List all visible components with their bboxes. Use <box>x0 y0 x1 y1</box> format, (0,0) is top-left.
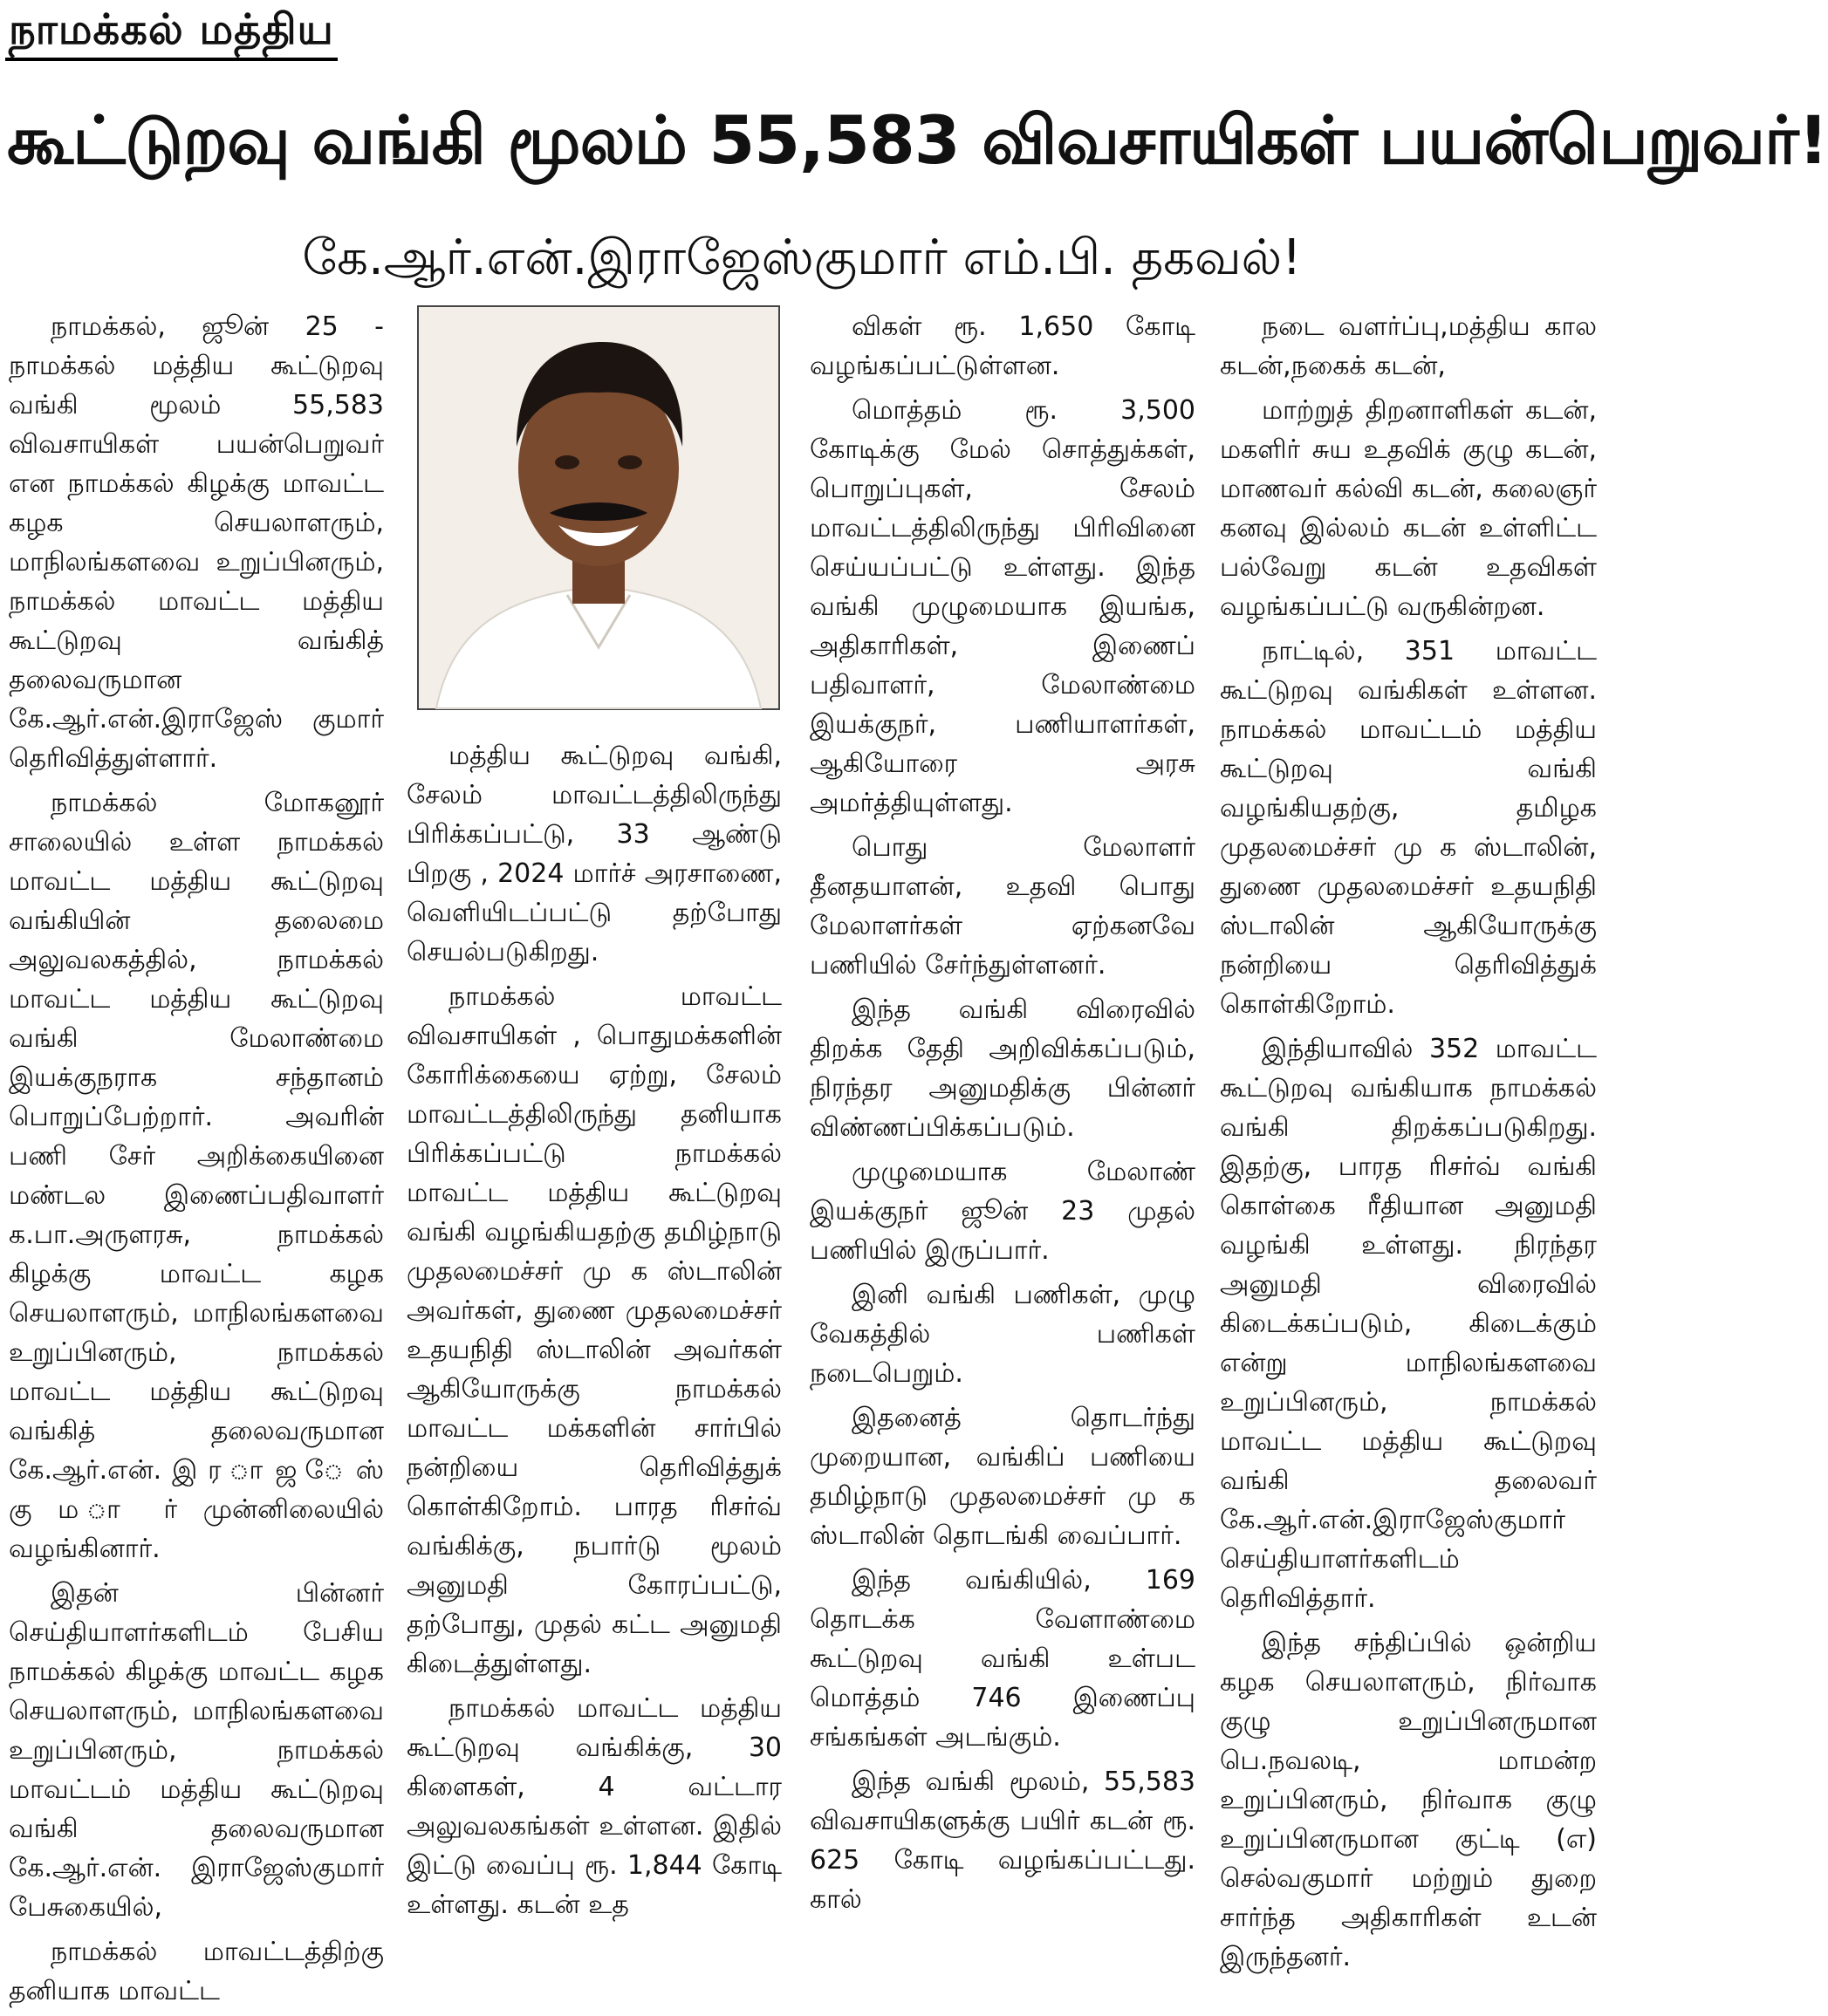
portrait-photo <box>417 305 780 710</box>
paragraph: மொத்தம் ரூ. 3,500 கோடிக்கு மேல் சொத்துக்கள், பொறுப்புகள், சேலம் மாவட்டத்திலிருந்து பிரிவினை செய்யப்பட்டு உள்ளது. இந்த வங்கி முழுமையாக இயங்க, அதிகாரிகள், இணைப் பதிவாளர், மேலாண்மை இயக்குநர், பணியாளர்கள், ஆகியோரை அரசு அமர்த்தியுள்ளது. <box>810 395 1195 818</box>
paragraph: முழுமையாக மேலாண் இயக்குநர் ஜூன் 23 முதல் பணியில் இருப்பார். <box>810 1157 1195 1266</box>
paragraph: நாமக்கல் மோகனூர் சாலையில் உள்ள நாமக்கல் மாவட்ட மத்திய கூட்டுறவு வங்கியின் தலைமை அலுவலகத்தில், நாமக்கல் மாவட்ட மத்திய கூட்டுறவு வங்கி மேலாண்மை இயக்குநராக சந்தானம் பொறுப்பேற்றார். அவரின் பணி சேர் அறிக்கையினை மண்டல இணைப்பதிவாளர் க.பா.அருளரசு, நாமக்கல் கிழக்கு மாவட்ட கழக செயலாளரும், மாநிலங்களவை உறுப்பினரும், நாமக்கல் மாவட்ட மத்திய கூட்டுறவு வங்கித் தலைவருமான கே.ஆர்.என். இ ர ா ஜ ே ஸ் கு ம ா ர் முன்னிலையில் வழங்கினார். <box>9 788 384 1564</box>
section-kicker: நாமக்கல் மத்திய <box>5 3 338 61</box>
paragraph: இந்த வங்கியில், 169 தொடக்க வேளாண்மை கூட்டுறவு வங்கி உள்பட மொத்தம் 746 இணைப்பு சங்கங்கள் அடங்கும். <box>810 1565 1195 1753</box>
article-column-3 <box>810 307 1195 1924</box>
paragraph: இந்த சந்திப்பில் ஒன்றிய கழக செயலாளரும், நிர்வாக குழு உறுப்பினருமான பெ.நவலடி, மாமன்ற உறுப்பினரும், நிர்வாக குழு உறுப்பினருமான குட்டி (எ) செல்வகுமார் மற்றும் துறை சார்ந்த அதிகாரிகள் உடன் இருந்தனர். <box>1220 1628 1597 1972</box>
paragraph: நாமக்கல் மாவட்ட மத்திய கூட்டுறவு வங்கிக்கு, 30 கிளைகள், 4 வட்டார அலுவலகங்கள் உள்ளன. இதில் இட்டு வைப்பு ரூ. 1,844 கோடி உள்ளது. கடன் உத <box>407 1693 782 1920</box>
headline: கூட்டுறவு வங்கி மூலம் 55,583 விவசாயிகள் பயன்பெறுவர்! <box>7 101 1828 179</box>
paragraph: நாமக்கல் மாவட்டத்திற்கு தனியாக மாவட்ட <box>9 1937 384 2006</box>
subheadline: கே.ஆர்.என்.இராஜேஸ்குமார் எம்.பி. தகவல்! <box>302 229 1302 286</box>
paragraph: இந்த வங்கி மூலம், 55,583 விவசாயிகளுக்கு பயிர் கடன் ரூ. 625 கோடி வழங்கப்பட்டது. கால் <box>810 1767 1195 1915</box>
paragraph: மத்திய கூட்டுறவு வங்கி, சேலம் மாவட்டத்திலிருந்து பிரிக்கப்பட்டு, 33 ஆண்டு பிறகு , 2024 மார்ச் அரசாணை, வெளியிடப்பட்டு தற்போது செயல்படுகிறது. <box>407 741 782 967</box>
paragraph: மாற்றுத் திறனாளிகள் கடன், மகளிர் சுய உதவிக் குழு கடன், மாணவர் கல்வி கடன், கலைஞர் கனவு இல்லம் கடன் உள்ளிட்ட பல்வேறு கடன் உதவிகள் வழங்கப்பட்டு வருகின்றன. <box>1220 395 1597 622</box>
paragraph: இதன் பின்னர் செய்தியாளர்களிடம் பேசிய நாமக்கல் கிழக்கு மாவட்ட கழக செயலாளரும், மாநிலங்களவை உறுப்பினரும், நாமக்கல் மாவட்டம் மத்திய கூட்டுறவு வங்கி தலைவருமான கே.ஆர்.என். இராஜேஸ்குமார் பேசுகையில், <box>9 1578 384 1923</box>
paragraph: இந்தியாவில் 352 மாவட்ட கூட்டுறவு வங்கியாக நாமக்கல் வங்கி திறக்கப்படுகிறது. இதற்கு, பாரத ரிசர்வ் வங்கி கொள்கை ரீதியான அனுமதி வழங்கி உள்ளது. நிரந்தர அனுமதி விரைவில் கிடைக்கப்படும், கிடைக்கும் என்று மாநிலங்களவை உறுப்பினரும், நாமக்கல் மாவட்ட மத்திய கூட்டுறவு வங்கி தலைவர் கே.ஆர்.என்.இராஜேஸ்குமார் செய்தியாளர்களிடம் தெரிவித்தார். <box>1220 1034 1597 1614</box>
paragraph: பொது மேலாளர் தீனதயாளன், உதவி பொது மேலாளர்கள் ஏற்கனவே பணியில் சேர்ந்துள்ளனர். <box>810 832 1195 981</box>
article-column-4 <box>1220 307 1597 1982</box>
paragraph: இனி வங்கி பணிகள், முழு வேகத்தில் பணிகள் நடைபெறும். <box>810 1280 1195 1389</box>
paragraph: நாமக்கல் மாவட்ட விவசாயிகள் , பொதுமக்களின் கோரிக்கையை ஏற்று, சேலம் மாவட்டத்திலிருந்து தனியாக பிரிக்கப்பட்டு நாமக்கல் மாவட்ட மத்திய கூட்டுறவு வங்கி வழங்கியதற்கு தமிழ்நாடு முதலமைச்சர் மு க ஸ்டாலின் அவர்கள், துணை முதலமைச்சர் உதயநிதி ஸ்டாலின் அவர்கள் ஆகியோருக்கு நாமக்கல் மாவட்ட மக்களின் சார்பில் நன்றியை தெரிவித்துக் கொள்கிறோம். பாரத ரிசர்வ் வங்கிக்கு, நபார்டு மூலம் அனுமதி கோரப்பட்டு, தற்போது, முதல் கட்ட அனுமதி கிடைத்துள்ளது. <box>407 981 782 1679</box>
article-column-2 <box>407 736 782 1930</box>
paragraph: நாமக்கல், ஜூன் 25 - நாமக்கல் மத்திய கூட்டுறவு வங்கி மூலம் 55,583 விவசாயிகள் பயன்பெறுவர் என நாமக்கல் கிழக்கு மாவட்ட கழக செயலாளரும், மாநிலங்களவை உறுப்பினரும், நாமக்கல் மாவட்ட மத்திய கூட்டுறவு வங்கித் தலைவருமான கே.ஆர்.என்.இராஜேஸ் குமார் தெரிவித்துள்ளார். <box>9 311 384 774</box>
paragraph: நாட்டில், 351 மாவட்ட கூட்டுறவு வங்கிகள் உள்ளன. நாமக்கல் மாவட்டம் மத்திய கூட்டுறவு வங்கி வழங்கியதற்கு, தமிழக முதலமைச்சர் மு க ஸ்டாலின், துணை முதலமைச்சர் உதயநிதி ஸ்டாலின் ஆகியோருக்கு நன்றியை தெரிவித்துக் கொள்கிறோம். <box>1220 636 1597 1020</box>
paragraph: நடை வளர்ப்பு,மத்திய கால கடன்,நகைக் கடன், <box>1220 311 1597 381</box>
paragraph: இந்த வங்கி விரைவில் திறக்க தேதி அறிவிக்கப்படும், நிரந்தர அனுமதிக்கு பின்னர் விண்ணப்பிக்கப்படும். <box>810 994 1195 1143</box>
paragraph: இதனைத் தொடர்ந்து முறையான, வங்கிப் பணியை தமிழ்நாடு முதலமைச்சர் மு க ஸ்டாலின் தொடங்கி வைப்பார். <box>810 1403 1195 1551</box>
portrait-illustration <box>419 307 778 708</box>
article-column-1 <box>9 307 384 2016</box>
paragraph: விகள் ரூ. 1,650 கோடி வழங்கப்பட்டுள்ளன. <box>810 311 1195 381</box>
